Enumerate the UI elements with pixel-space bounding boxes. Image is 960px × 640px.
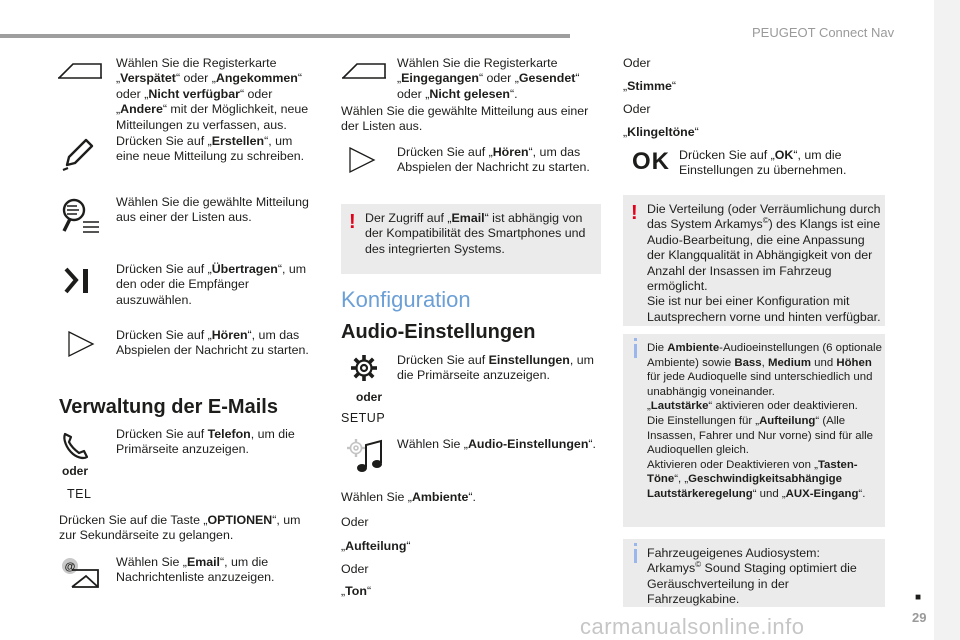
tab-selection-icon-2 [341, 62, 387, 80]
col1-optionen-text: Drücken Sie auf die Taste „OPTIONEN“, um zur Sekundärseite zu gelangen. [59, 513, 301, 543]
warning-icon-2: ! [631, 202, 638, 224]
watermark: carmanualsonline.info [580, 614, 805, 639]
col1-item7-text: Wählen Sie „Email“, um die Nachrichtenliste anzuzeigen. [116, 555, 275, 585]
header-title: PEUGEOT Connect Nav [752, 25, 895, 40]
section-heading-audio: Audio-Einstellungen [341, 321, 536, 343]
pencil-icon [59, 137, 95, 173]
col1-item6-text: Drücken Sie auf Telefon, um die Primärseite anzuzeigen. [116, 427, 295, 457]
ambiente-info-text: Die Ambiente-Audioeinstellungen (6 optionale Ambiente) sowie Bass, Medium und Höhen für jede Audioquelle sind unterschiedlich und unabhängig voneinander. „Lautstärke“ aktivieren oder deaktivieren. Die Einstellungen für „Aufteilung“ (Alle Insassen, Fahrer und Nur vorne) sind für alle Audioquellen gleich. Aktivieren oder Deaktivieren von „Tasten-Töne“, „Geschwindigkeitsabhängige Lautstärkeregelung“ und „AUX-Eingang“. [647, 342, 882, 500]
gear-icon [350, 354, 378, 382]
info-icon-dot [634, 338, 637, 341]
email-warning-text: Der Zugriff auf „Email“ ist abhängig von der Kompatibilität des Smartphones und des integrierten Systems. [365, 211, 586, 256]
side-margin-bar [934, 0, 960, 640]
col2-oder1: Oder [341, 515, 369, 529]
col2-oder2: Oder [341, 562, 369, 576]
distribution-warning-note [623, 195, 885, 326]
col2-ambiente: Wählen Sie „Ambiente“. [341, 490, 476, 504]
setup-button-label: SETUP [341, 411, 386, 425]
arkamys-info-note [623, 539, 885, 607]
svg-text:@: @ [64, 561, 76, 573]
arkamys-info-text: Fahrzeugeigenes Audiosystem: Arkamys© Sound Staging optimiert die Geräuschverteilung in der Fahrzeugkabine. [647, 546, 857, 607]
email-warning-note [341, 204, 601, 274]
info-icon [634, 344, 637, 358]
play-icon [66, 329, 96, 359]
distribution-warning-text: Die Verteilung (oder Verräumlichung durch das System Arkamys©) des Klangs ist eine Audio-Bearbeitung, die eine Anpassung der Klangqualität in Abhängigkeit von der Anzahl der Insassen im Fahrzeug ermöglicht. Sie ist nur bei einer Konfiguration mit Lautsprechern vorne und hinten verfügbar. [647, 202, 881, 324]
phone-icon [60, 431, 90, 461]
col2-item2-text: Drücken Sie auf „Hören“, um das Abspielen der Nachricht zu starten. [397, 145, 590, 175]
message-search-icon [59, 196, 101, 238]
tel-button-label: TEL [67, 487, 92, 501]
col1-item3-text: Wählen Sie die gewählte Mitteilung aus einer der Listen aus. [116, 195, 309, 225]
col3-stimme: „Stimme“ [623, 79, 677, 93]
ok-icon: OK [632, 148, 670, 175]
tab-selection-icon [57, 62, 103, 80]
forward-icon [62, 266, 92, 296]
oder-label-setup: oder [356, 390, 383, 404]
warning-icon: ! [349, 211, 356, 233]
col1-item4-text: Drücken Sie auf „Übertragen“, um den oder die Empfänger auszuwählen. [116, 262, 307, 307]
col3-oder2: Oder [623, 102, 651, 116]
email-icon [60, 556, 102, 590]
play-icon-2 [347, 145, 377, 175]
info-icon-dot-2 [634, 543, 637, 546]
section-heading-konfiguration: Konfiguration [341, 287, 471, 312]
page-number: 29 [912, 610, 927, 625]
col1-item5-text: Drücken Sie auf „Hören“, um das Abspielen der Nachricht zu starten. [116, 328, 309, 358]
header-rule [0, 34, 570, 38]
col1-item2-text: Drücken Sie auf „Erstellen“, um eine neue Mitteilung zu schreiben. [116, 134, 305, 164]
audio-settings-icon [345, 437, 385, 475]
oder-label-tel: oder [62, 464, 89, 478]
col1-item1-text: Wählen Sie die Registerkarte „Verspätet“ oder „Angekommen“ oder „Nicht verfügbar“ oder „Andere“ mit der Möglichkeit, neue Mitteilungen zu verfassen, aus. [116, 56, 309, 132]
col3-oder1: Oder [623, 56, 651, 70]
info-icon-2 [634, 549, 637, 563]
col3-klingeltoene: „Klingeltöne“ [623, 125, 699, 139]
col2-ton: „Ton“ [341, 584, 372, 598]
col2-para1: Wählen Sie die gewählte Mitteilung aus einer der Listen aus. [341, 104, 589, 134]
footer-marker: ■ [915, 592, 922, 603]
col2-item1-text: Wählen Sie die Registerkarte „Eingegangen“ oder „Gesendet“ oder „Nicht gelesen“. [397, 56, 580, 101]
col3-ok-text: Drücken Sie auf „OK“, um die Einstellungen zu übernehmen. [679, 148, 847, 178]
section-heading-email: Verwaltung der E-Mails [59, 396, 278, 418]
col2-aufteilung: „Aufteilung“ [341, 539, 411, 553]
col2-item4-text: Wählen Sie „Audio-Einstellungen“. [397, 437, 596, 451]
ambiente-info-note [623, 334, 885, 527]
col2-item3-text: Drücken Sie auf Einstellungen, um die Primärseite anzuzeigen. [397, 353, 594, 383]
